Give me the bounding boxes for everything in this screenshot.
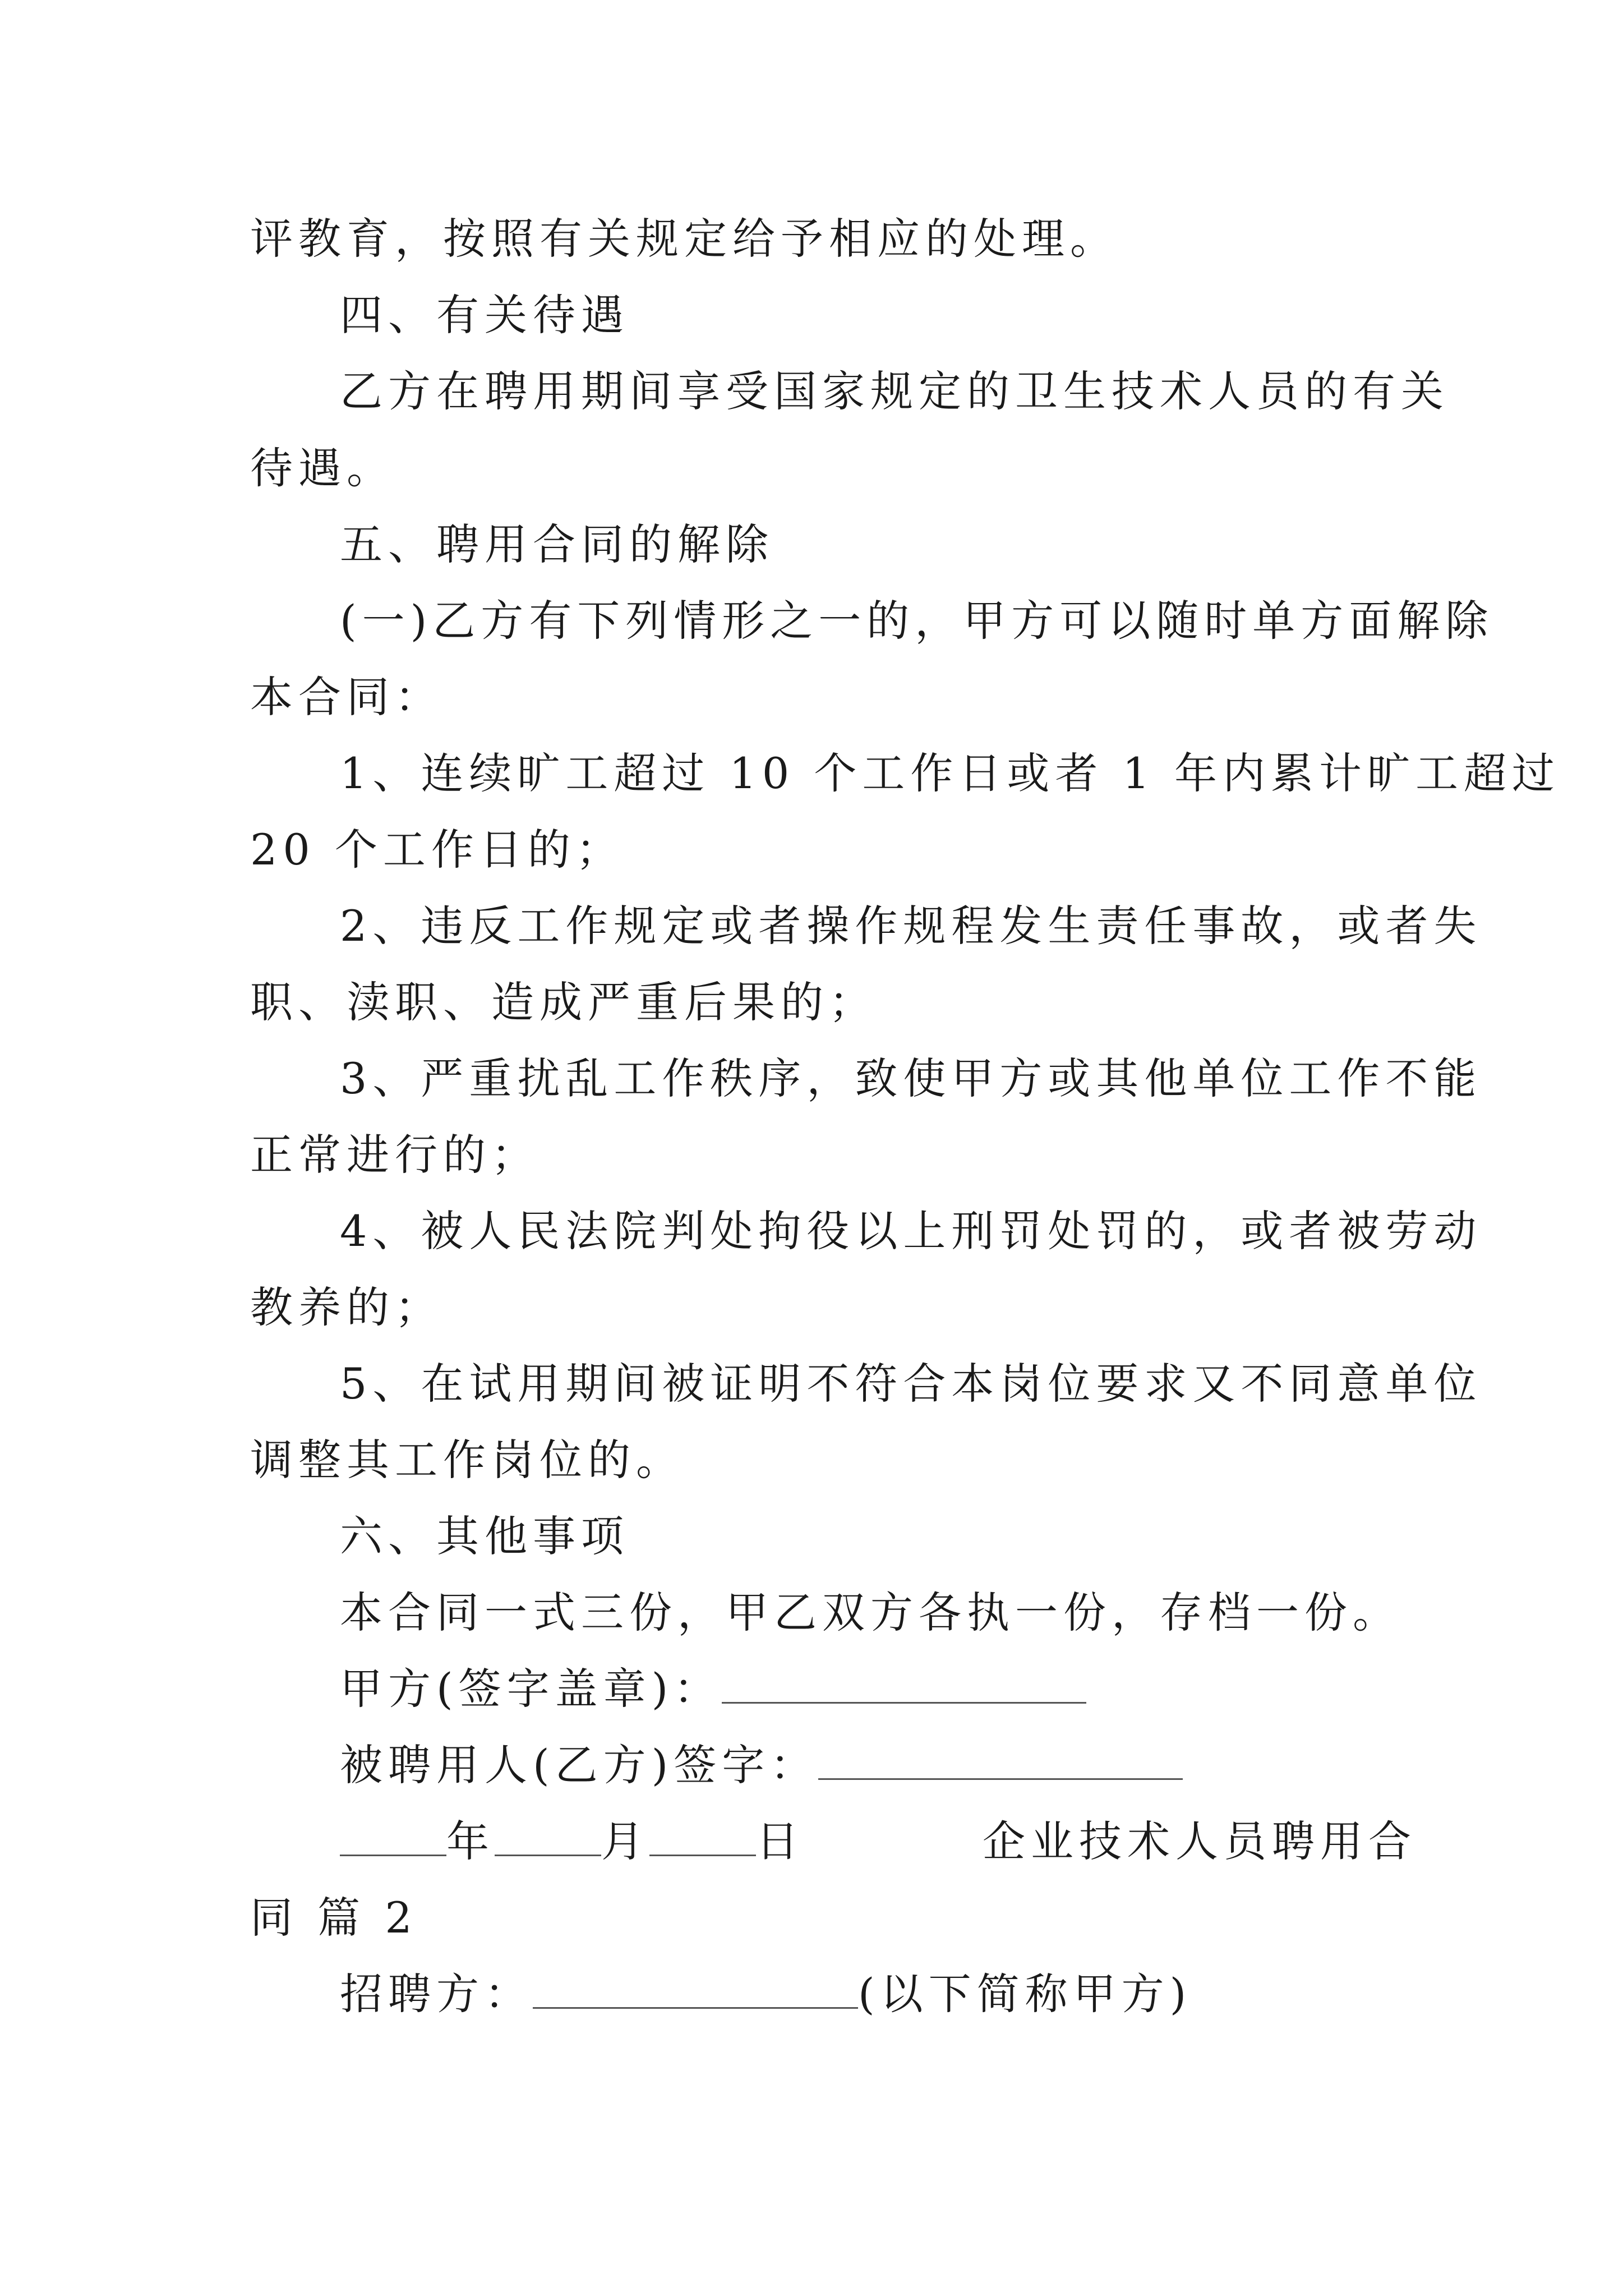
day-label: 日 [756, 1816, 804, 1866]
section-heading: 六、其他事项 [340, 1511, 629, 1561]
recruiter-line [340, 1969, 1192, 2019]
list-item: 正常进行的； [250, 1130, 540, 1180]
year-label: 年 [446, 1816, 495, 1866]
list-item: 2、违反工作规定或者操作规程发生责任事故，或者失 [340, 901, 1482, 951]
paragraph-line: 乙方在聘用期间享受国家规定的卫生技术人员的有关 [340, 366, 1449, 416]
month-label: 月 [601, 1816, 649, 1866]
section-heading: 五、聘用合同的解除 [340, 519, 774, 569]
paragraph-line: 本合同： [250, 672, 443, 722]
paragraph-line: 本合同一式三份，甲乙双方各执一份，存档一份。 [340, 1588, 1401, 1637]
recruiter-label: 招聘方： [340, 1969, 533, 2019]
signature-blank [818, 1745, 1183, 1780]
signature-blank [722, 1668, 1086, 1704]
party-a-signature [340, 1664, 1086, 1714]
party-b-signature [340, 1740, 1183, 1790]
party-a-label: 甲方(签字盖章)： [340, 1664, 722, 1714]
list-item: 4、被人民法院判处拘役以上刑罚处罚的，或者被劳动 [340, 1206, 1482, 1256]
section-heading: 四、有关待遇 [340, 290, 629, 340]
list-item: 1、连续旷工超过 10 个工作日或者 1 年内累计旷工超过 [340, 748, 1561, 798]
date-line [340, 1816, 804, 1866]
paragraph-line: 待遇。 [250, 443, 395, 493]
next-contract-title-continued: 同 篇 2 [250, 1893, 418, 1943]
next-contract-title: 企业技术人员聘用合 [983, 1816, 1417, 1866]
list-item: 3、严重扰乱工作秩序，致使甲方或其他单位工作不能 [340, 1053, 1482, 1103]
list-item: 教养的； [250, 1282, 443, 1332]
list-item: 20 个工作日的； [250, 825, 624, 875]
recruiter-blank [533, 1973, 858, 2009]
recruiter-suffix: (以下简称甲方) [858, 1969, 1192, 2019]
paragraph-line: (一)乙方有下列情形之一的，甲方可以随时单方面解除 [340, 596, 1494, 646]
list-item: 调整其工作岗位的。 [250, 1435, 684, 1485]
day-blank [649, 1821, 756, 1856]
list-item: 职、渎职、造成严重后果的； [250, 977, 877, 1027]
paragraph-line: 评教育，按照有关规定给予相应的处理。 [250, 214, 1118, 264]
list-item: 5、在试用期间被证明不符合本岗位要求又不同意单位 [340, 1359, 1482, 1409]
year-blank [340, 1821, 446, 1856]
party-b-label: 被聘用人(乙方)签字： [340, 1740, 819, 1790]
month-blank [495, 1821, 601, 1856]
